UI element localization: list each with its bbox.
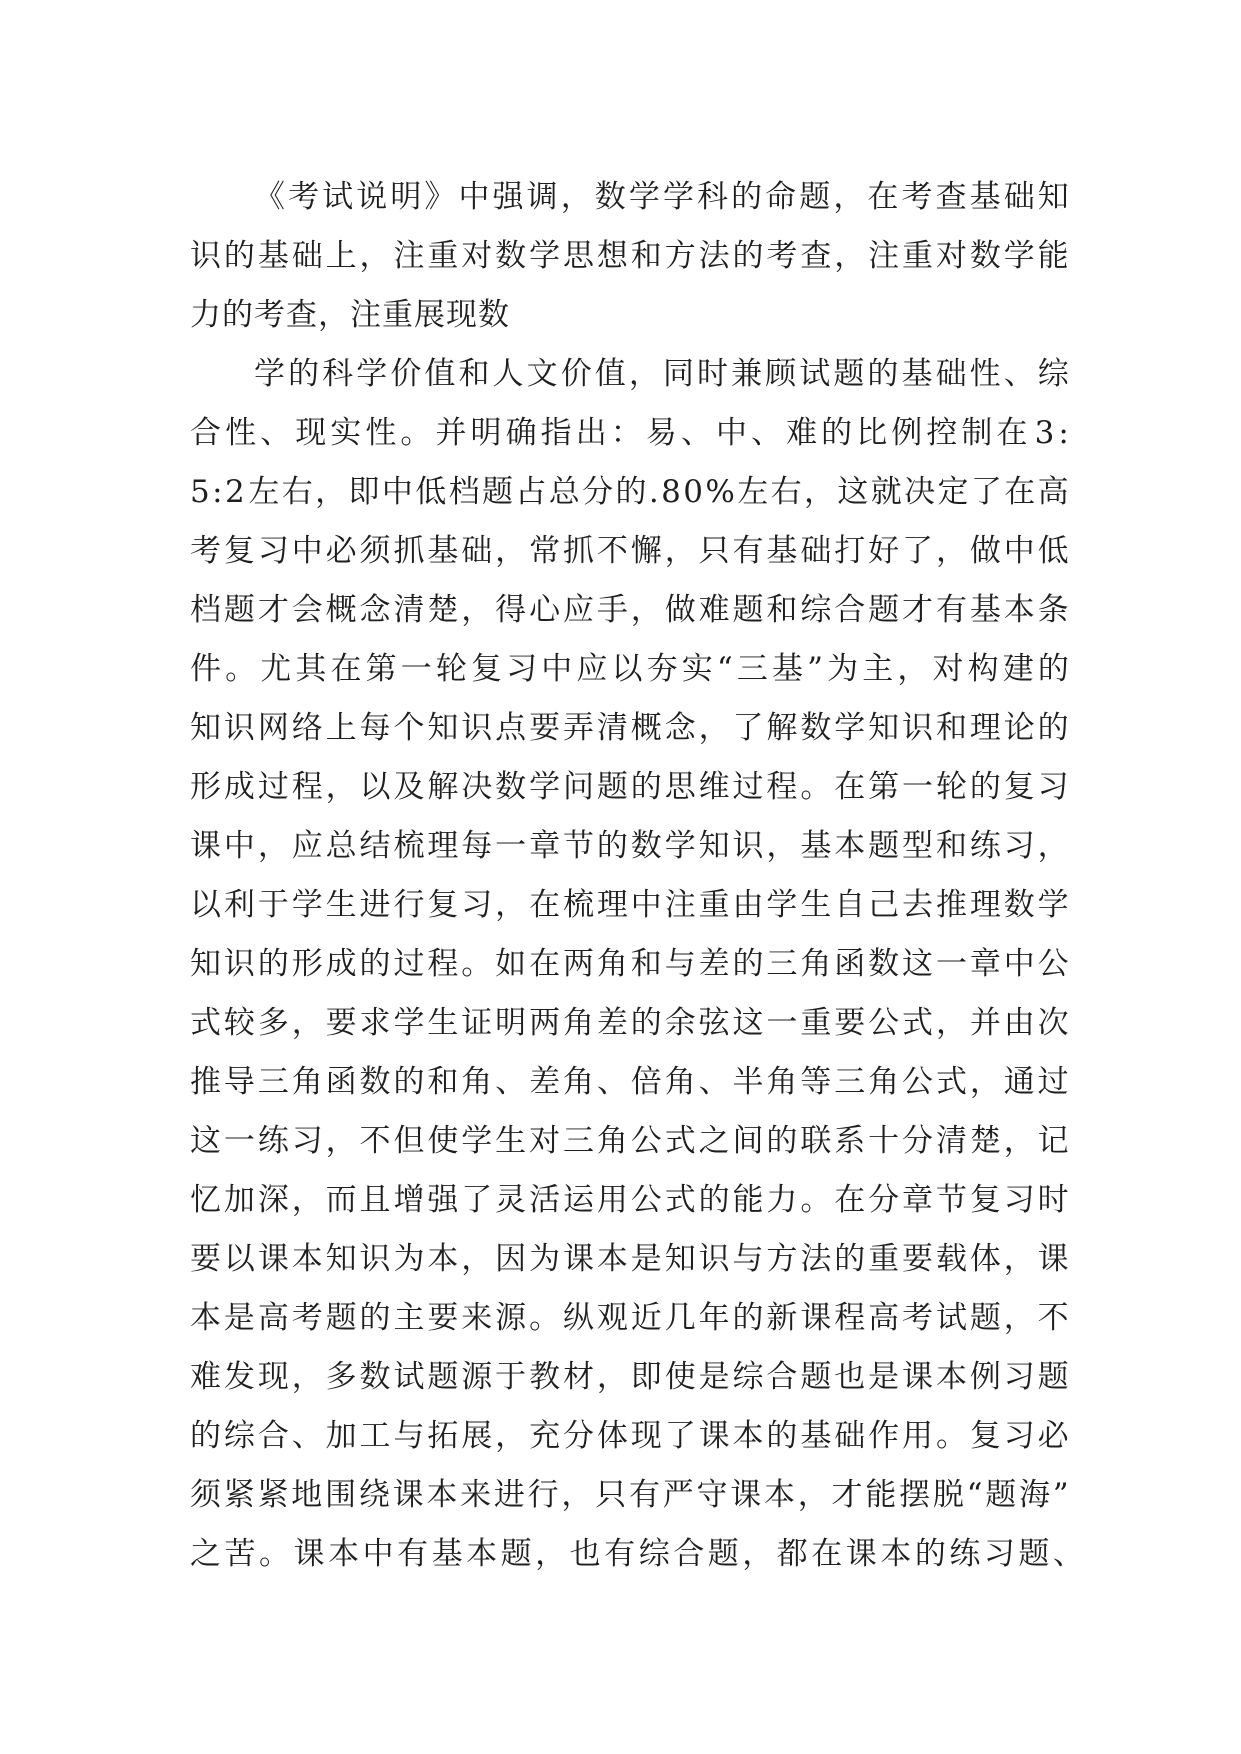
text-line: 之 苦 。 课 本 中 有 基 本 题 ， 也 有 综 合 题 ， 都 在 课 本 的 练 习 题 、 [190,1536,1085,1572]
text-line: 知 识 网 络 上 每 个 知 识 点 要 弄 清 概 念 ， 了 解 数 学 知 识 和 理 论 的 [190,710,1070,746]
text-line: 《 考 试 说 明 》 中 强 调 ， 数 学 学 科 的 命 题 ， 在 考 查 基 础 知 [254,179,1070,215]
text-line: 忆 加 深 ， 而 且 增 强 了 灵 活 运 用 公 式 的 能 力 。 在 分 章 节 复 习 时 [190,1182,1070,1218]
paragraph-2 [190,345,1085,1584]
text-line: 考 复 习 中 必 须 抓 基 础 ， 常 抓 不 懈 ， 只 有 基 础 打 好 了 ， 做 中 低 [190,533,1070,569]
text-line: 5 : 2 左 右 ， 即 中 低 档 题 占 总 分 的 . 8 0 % 左 右 ， 这 就 决 定 了 在 高 [190,474,1070,510]
text-line: 合 性 、 现 实 性 。 并 明 确 指 出 ： 易 、 中 、 难 的 比 例 控 制 在 3 : [190,415,1070,451]
text-line: 课 中 ， 应 总 结 梳 理 每 一 章 节 的 数 学 知 识 ， 基 本 题 型 和 练 习 ， [190,828,1070,864]
text-line: 难 发 现 ， 多 数 试 题 源 于 教 材 ， 即 使 是 综 合 题 也 是 课 本 例 习 题 [190,1359,1070,1395]
text-line: 这 一 练 习 ， 不 但 使 学 生 对 三 角 公 式 之 间 的 联 系 十 分 清 楚 ， 记 [190,1123,1070,1159]
text-line: 式 较 多 ， 要 求 学 生 证 明 两 角 差 的 余 弦 这 一 重 要 公 式 ， 并 由 次 [190,1005,1070,1041]
text-line: 以 利 于 学 生 进 行 复 习 ， 在 梳 理 中 注 重 由 学 生 自 己 去 推 理 数 学 [190,887,1070,923]
text-line: 形 成 过 程 ， 以 及 解 决 数 学 问 题 的 思 维 过 程 。 在 第 一 轮 的 复 习 [190,769,1070,805]
text-line: 件 。 尤 其 在 第 一 轮 复 习 中 应 以 夯 实 “ 三 基 ” 为 主 ， 对 构 建 的 [190,651,1070,687]
text-line: 识 的 基 础 上 ， 注 重 对 数 学 思 想 和 方 法 的 考 查 ， 注 重 对 数 学 能 [190,238,1070,274]
text-line: 知 识 的 形 成 的 过 程 。 如 在 两 角 和 与 差 的 三 角 函 数 这 一 章 中 公 [190,946,1070,982]
text-line: 的 综 合 、 加 工 与 拓 展 ， 充 分 体 现 了 课 本 的 基 础 作 用 。 复 习 必 [190,1418,1070,1454]
document-body [190,168,1085,1584]
text-line: 要 以 课 本 知 识 为 本 ， 因 为 课 本 是 知 识 与 方 法 的 重 要 载 体 ， 课 [190,1241,1070,1277]
text-line: 力的考查，注重展现数 [190,297,510,333]
text-line: 本 是 高 考 题 的 主 要 来 源 。 纵 观 近 几 年 的 新 课 程 高 考 试 题 ， 不 [190,1300,1070,1336]
text-line: 须 紧 紧 地 围 绕 课 本 来 进 行 ， 只 有 严 守 课 本 ， 才 能 摆 脱 “ 题 海 ” [190,1477,1070,1513]
text-line: 推 导 三 角 函 数 的 和 角 、 差 角 、 倍 角 、 半 角 等 三 角 公 式 ， 通 过 [190,1064,1070,1100]
text-line: 学 的 科 学 价 值 和 人 文 价 值 ， 同 时 兼 顾 试 题 的 基 础 性 、 综 [254,356,1070,392]
paragraph-1 [190,168,1070,345]
text-line: 档 题 才 会 概 念 清 楚 ， 得 心 应 手 ， 做 难 题 和 综 合 题 才 有 基 本 条 [190,592,1070,628]
